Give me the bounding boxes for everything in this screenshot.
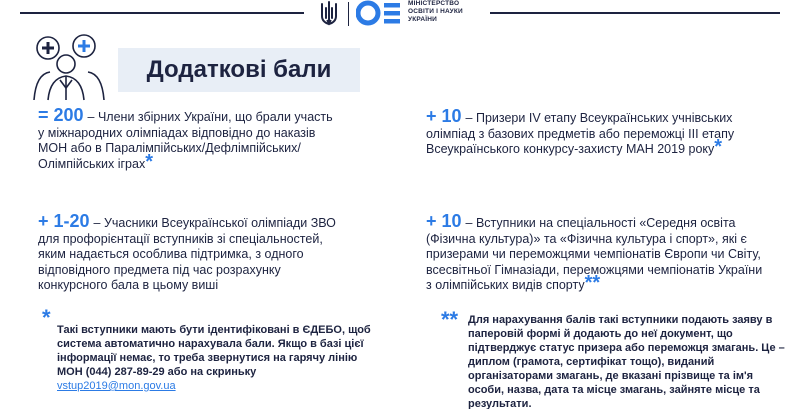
- bonus-value: = 200: [38, 105, 84, 125]
- bonus-description: – Вступники на спеціальності «Середня освіта (Фізична культура)» та «Фізична культура і спорт», які є призерами чи переможцями чемпіонатів Європи чи Світу, всесвітньої Гімназіади, переможцями чемпіонатів України з олімпійських видів спорту: [426, 216, 763, 292]
- bonus-block-sport-champions: [426, 211, 766, 294]
- bonus-value: + 10: [426, 211, 462, 231]
- ministry-line-2: ОСВІТИ І НАУКИ: [408, 8, 463, 15]
- footnote-mark: *: [714, 136, 723, 158]
- bonus-description: – Призери IV етапу Всеукраїнських учнівських олімпіад з базових предметів або переможці III етапу Всеукраїнського конкурсу-захисту МАН 2019 року: [426, 111, 735, 156]
- mon-logo-icon: [356, 0, 402, 26]
- bonus-block-student-olympiad: [426, 106, 766, 158]
- header-divider-right: [490, 12, 780, 14]
- header-divider-left: [20, 12, 304, 14]
- note-paper-application: [468, 313, 788, 409]
- ministry-line-1: МІНІСТЕРСТВО: [408, 0, 460, 7]
- note-mark-double: **: [441, 307, 459, 332]
- bonus-block-olympiad-team: [38, 105, 338, 173]
- bonus-description: – Члени збірних України, що брали участь у міжнародних олімпіадах відповідно до наказів МОН або в Паралімпійських/Дефлімпійських/Олімпійських іграх: [38, 110, 333, 171]
- bonus-description: – Учасники Всеукраїнської олімпіади ЗВО для профорієнтації вступників зі спеціальностей, яким надається особлива підтримка, з одного відповідного предмета під час розрахунку конкурсного бала в цьому виші: [38, 216, 336, 292]
- trident-icon: [318, 0, 340, 28]
- title-box: [118, 48, 360, 92]
- ministry-line-3: УКРАЇНИ: [408, 16, 438, 23]
- note-text: Для нарахування балів такі вступники подають заяву в паперовій формі й додають до неї документ, що підтверджує статус призера або переможця змагань. Це – диплом (грамота, сертифікат тощо), виданий організаторами змагань, де вказані прізвище та ім'я особи, назва, дата та місце змагань, зайняте місце та результати.: [468, 314, 785, 409]
- bonus-value: + 1-20: [38, 211, 90, 231]
- footnote-mark: **: [584, 272, 601, 294]
- note-mark-single: *: [42, 305, 51, 330]
- header-separator: [348, 2, 349, 26]
- note-edebo: [57, 323, 377, 393]
- ministry-name: [408, 0, 463, 24]
- page-title: Додаткові бали: [146, 56, 332, 83]
- email-link[interactable]: vstup2019@mon.gov.ua: [57, 380, 176, 392]
- bonus-block-university-olympiad: [38, 211, 348, 294]
- people-with-medical-cross-icon: [28, 30, 110, 102]
- bonus-value: + 10: [426, 106, 462, 126]
- footnote-mark: *: [145, 150, 153, 173]
- note-text: Такі вступники мають бути ідентифіковані в ЄДЕБО, щоб система автоматично нарахувала бали. Якщо в базі цієї інформації немає, то треба звернутися на гарячу лінію МОН (044) 287-89-29 або на скриньку: [57, 324, 371, 378]
